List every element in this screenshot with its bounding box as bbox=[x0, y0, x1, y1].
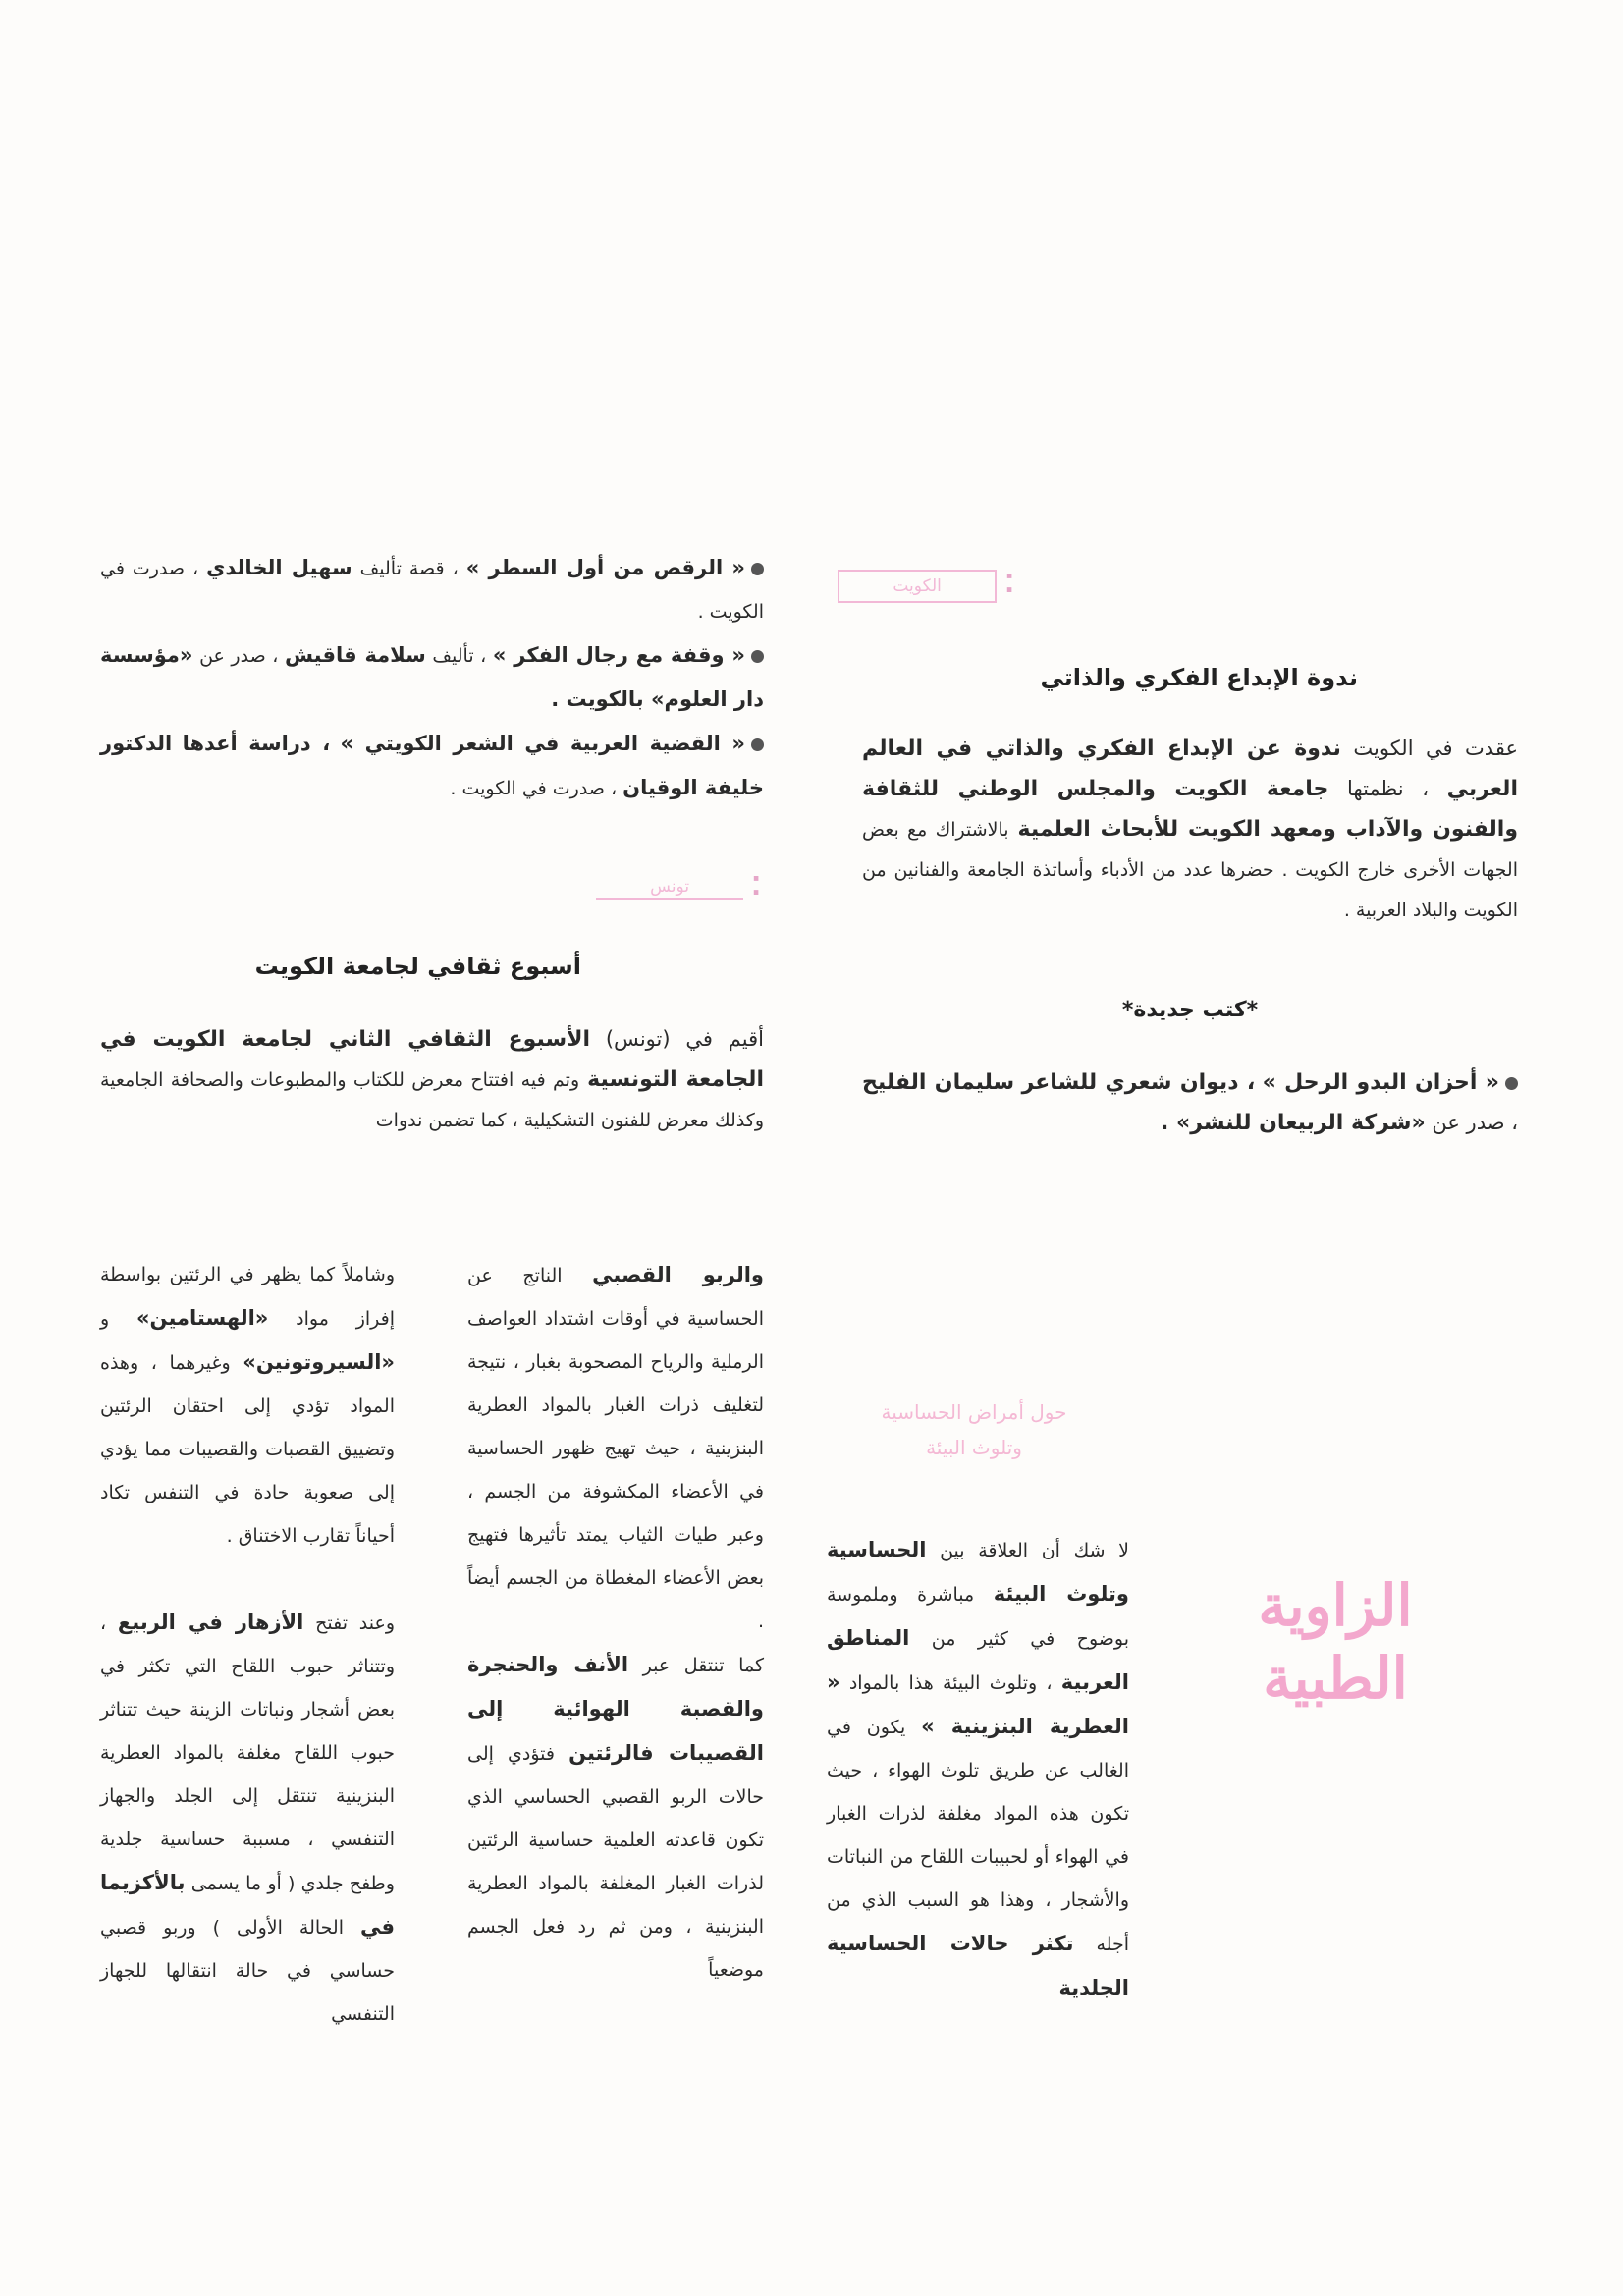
article-title-line-2: وتلوث البيئة bbox=[926, 1436, 1022, 1459]
col1-bold-1: الحساسية وتلوث البيئة bbox=[827, 1538, 1129, 1606]
col3-bold-4: بالأكزيما في bbox=[100, 1871, 395, 1939]
symposium-bold-2: جامعة الكويت والمجلس الوطني للثقافة والفنون والآداب ومعهد الكويت للأبحاث العلمية bbox=[862, 777, 1518, 842]
tag-dots-icon: ⁚ bbox=[1004, 570, 1014, 599]
medical-column-1 bbox=[827, 1528, 1129, 2010]
book3-publisher: «مؤسسة دار العلوم» بالكويت . bbox=[100, 643, 764, 711]
book3-pub-pre: ، صدر عن bbox=[199, 645, 279, 667]
tag-label: تونس bbox=[596, 872, 743, 900]
medical-column-2 bbox=[467, 1253, 764, 1992]
tag-label: الكويت bbox=[838, 570, 997, 603]
tag-dots-icon: ⁚ bbox=[751, 872, 761, 902]
col3-text-c: وغيرهما ، وهذه المواد تؤدي إلى احتقان الرئتين وتضييق القصبات والقصيبات مما يؤدي إلى صعوبة حادة في التنفس تكاد أحياناً تقارب الاختناق . bbox=[100, 1352, 395, 1547]
col3-text-d: وعند تفتح bbox=[315, 1613, 396, 1634]
book4-title: « القضية العربية في الشعر الكويتي » bbox=[340, 732, 745, 755]
book2-rest: ، صدرت في الكويت . bbox=[100, 558, 764, 623]
book4-mid: ، دراسة أعدها bbox=[182, 732, 331, 755]
book1-author: سليمان الفليح bbox=[862, 1070, 1015, 1095]
col3-bold-2: «السيروتونين» bbox=[243, 1350, 395, 1374]
tunis-intro: أقيم في (تونس) bbox=[605, 1027, 764, 1051]
col3-text-b: و bbox=[100, 1308, 110, 1330]
book1-pub-pre: ، صدر عن bbox=[1432, 1111, 1518, 1134]
medical-corner-title: الزاوية الطبية bbox=[1258, 1572, 1413, 1712]
symposium-intro: عقدت في الكويت bbox=[1353, 737, 1518, 760]
bullet-icon bbox=[751, 738, 764, 751]
col3-bold-1: «الهستامين» bbox=[135, 1306, 269, 1330]
col1-text-e: يكون في الغالب عن طريق تلوث الهواء ، حيث تكون هذه المواد مغلفة لذرات الغبار في الهواء أو لحبيبات اللقاح من النباتات والأشجار ، وهذا هو السبب الذي من أجله bbox=[827, 1717, 1130, 1955]
col2-bold-1: والربو القصبي bbox=[592, 1263, 764, 1286]
article-title-line-1: حول أمراض الحساسية bbox=[881, 1400, 1067, 1424]
kuwait-section-tag bbox=[838, 570, 1014, 603]
bullet-icon bbox=[1505, 1077, 1518, 1090]
book2-title: « الرقص من أول السطر » bbox=[465, 556, 745, 579]
book3-mid: ، تأليف bbox=[432, 645, 487, 667]
tunis-bold: الأسبوع الثقافي الثاني لجامعة الكويت في الجامعة التونسية bbox=[100, 1027, 764, 1092]
symposium-title: ندوة الإبداع الفكري والذاتي bbox=[1040, 664, 1358, 691]
book2-author: سهيل الخالدي bbox=[206, 556, 352, 579]
col3-text-e: ، وتتناثر حبوب اللقاح التي تكثر في بعض أشجار ونباتات الزينة حيث تتناثر حبوب اللقاح مغلفة بالمواد العطرية البنزينية تنتقل إلى الجلد والجهاز التنفسي ، مسببة حساسية جلدية وطفح جلدي ( أو ما يسمى bbox=[100, 1613, 395, 1894]
col3-bold-3: الأزهار في الربيع bbox=[117, 1611, 304, 1634]
book-items-right bbox=[100, 546, 764, 810]
col2-text-a: الناتج عن الحساسية في أوقات اشتداد العواصف الرملية والرياح المصحوبة بغبار ، نتيجة لتغليف ذرات الغبار بالمواد العطرية البنزينية ، حيث تهيج ظهور الحساسية في الأعضاء المكشوفة من الجسم ، وعبر طيات الثياب يمتد تأثيرها فتهيج بعض الأعضاء المغطاة من الجسم أيضاً . bbox=[467, 1265, 764, 1632]
symposium-body bbox=[862, 729, 1518, 930]
tunis-body bbox=[100, 1019, 764, 1140]
book1-publisher: «شركة الربيعان للنشر» . bbox=[1160, 1111, 1426, 1135]
col1-text-d: ، وتلوث البيئة هذا بالمواد bbox=[848, 1672, 1053, 1694]
tunis-rest: وتم فيه افتتاح معرض للكتاب والمطبوعات والصحافة الجامعية وكذلك معرض للفنون التشكيلية ، كما تضمن ندوات bbox=[100, 1069, 764, 1131]
col1-bold-4: تكثر حالات الحساسية الجلدية bbox=[827, 1932, 1129, 1999]
col1-text-a: لا شك أن العلاقة بين bbox=[940, 1540, 1130, 1561]
book3-title: « وقفة مع رجال الفكر » bbox=[492, 643, 745, 667]
tunis-title: أسبوع ثقافي لجامعة الكويت bbox=[254, 953, 581, 980]
book3-author: سلامة قاقيش bbox=[284, 643, 426, 667]
book4-author: الدكتور خليفة الوقيان bbox=[100, 732, 764, 799]
col3-text-a: وشاملاً كما يظهر في الرئتين بواسطة إفراز مواد bbox=[100, 1264, 395, 1330]
col3-text-f: الحالة الأولى ) وربو قصبي حساسي في حالة انتقالها للجهاز التنفسي bbox=[100, 1917, 395, 2025]
book1-title: « أحزان البدو الرحل » bbox=[1262, 1070, 1499, 1095]
new-books-heading: *كتب جديدة* bbox=[1121, 998, 1259, 1022]
book2-mid: ، قصة تأليف bbox=[359, 558, 459, 579]
medical-column-3 bbox=[100, 1253, 395, 2036]
book-item-1 bbox=[862, 1063, 1518, 1143]
col1-bold-2: المناطق العربية bbox=[827, 1626, 1129, 1694]
symposium-mid-1: ، نظمتها bbox=[1347, 777, 1429, 800]
bullet-icon bbox=[751, 563, 764, 575]
col2-bold-2: الأنف والحنجرة والقصبة الهوائية إلى القصيبات فالرئتين bbox=[467, 1653, 764, 1765]
col2-text-d: فتؤدي إلى حالات الربو القصبي الحساسي الذي تكون قاعدته العلمية حساسية الرئتين لذرات الغبار المغلفة بالمواد العطرية البنزينية ، ومن ثم رد فعل الجسم موضعياً bbox=[467, 1743, 764, 1981]
bullet-icon bbox=[751, 650, 764, 663]
col2-text-c: كما تنتقل عبر bbox=[642, 1655, 764, 1676]
book1-mid: ، ديوان شعري للشاعر bbox=[1021, 1070, 1256, 1095]
book4-rest: ، صدرت في الكويت . bbox=[450, 778, 618, 799]
medical-article-title bbox=[846, 1394, 1102, 1465]
col1-text-c: مباشرة وملموسة بوضوح في كثير من bbox=[827, 1584, 1129, 1650]
symposium-bold-1: ندوة عن الإبداع الفكري والذاتي في العالم العربي bbox=[862, 737, 1518, 801]
col1-bold-3: « العطرية البنزينية » bbox=[827, 1670, 1130, 1738]
tunis-section-tag bbox=[596, 872, 761, 902]
symposium-rest: بالاشتراك مع بعض الجهات الأخرى خارج الكويت . حضرها عدد من الأدباء وأساتذة الجامعة والفنانين من الكويت والبلاد العربية . bbox=[862, 819, 1518, 921]
